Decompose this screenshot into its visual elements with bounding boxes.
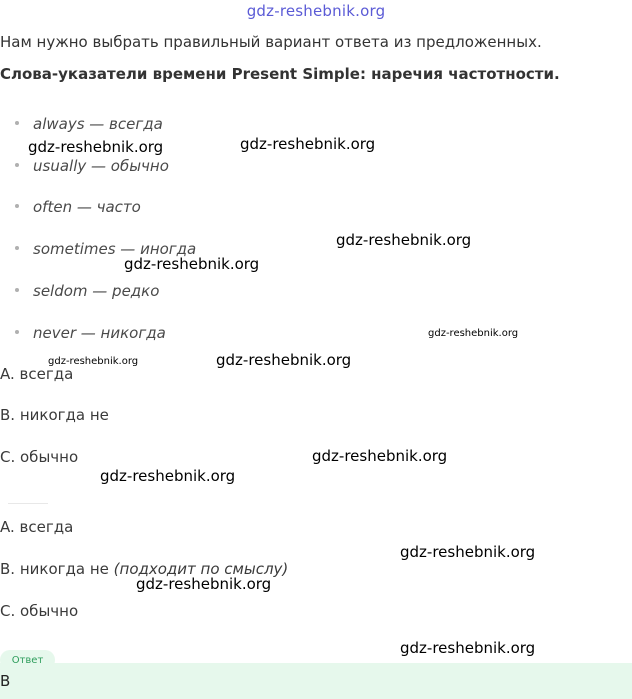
option-a: A. всегда bbox=[0, 365, 74, 383]
bullet-icon bbox=[15, 163, 19, 167]
list-item bbox=[15, 324, 166, 342]
answer-tab[interactable]: Ответ bbox=[0, 650, 55, 670]
intro-text: Нам нужно выбрать правильный вариант ответа из предложенных. bbox=[0, 33, 542, 51]
option-c: C. обычно bbox=[0, 448, 79, 466]
bullet-icon bbox=[15, 204, 19, 208]
watermark: gdz-reshebnik.org bbox=[100, 467, 236, 485]
adverb-text: sometimes — иногда bbox=[33, 240, 197, 258]
watermark: gdz-reshebnik.org bbox=[400, 639, 536, 657]
site-name: gdz-reshebnik.org bbox=[246, 2, 386, 20]
watermark: gdz-reshebnik.org bbox=[400, 543, 536, 561]
bullet-icon bbox=[15, 121, 19, 125]
option-text: C. обычно bbox=[0, 602, 79, 620]
option-c-explained bbox=[0, 602, 78, 620]
watermark: gdz-reshebnik.org bbox=[312, 447, 448, 465]
watermark: gdz-reshebnik.org bbox=[216, 351, 352, 369]
list-item bbox=[15, 115, 163, 133]
option-a-explained bbox=[0, 518, 73, 536]
option-text: B. никогда не bbox=[0, 560, 109, 578]
adverb-text: always — всегда bbox=[33, 115, 163, 133]
list-item bbox=[15, 198, 141, 216]
section-subtitle: Слова-указатели времени Present Simple: наречия частотности. bbox=[0, 65, 560, 83]
adverb-text: never — никогда bbox=[33, 324, 166, 342]
watermark: gdz-reshebnik.org bbox=[28, 138, 164, 156]
bullet-icon bbox=[15, 330, 19, 334]
watermark: gdz-reshebnik.org bbox=[428, 328, 519, 339]
bullet-icon bbox=[15, 288, 19, 292]
watermark: gdz-reshebnik.org bbox=[136, 575, 272, 593]
adverb-text: seldom — редко bbox=[33, 282, 160, 300]
adverb-text: usually — обычно bbox=[33, 157, 169, 175]
adverb-text: often — часто bbox=[33, 198, 141, 216]
answer-panel bbox=[0, 663, 632, 699]
option-b: B. никогда не bbox=[0, 406, 109, 424]
divider bbox=[8, 503, 48, 504]
option-text: A. всегда bbox=[0, 518, 74, 536]
list-item bbox=[15, 282, 159, 300]
answer-value: B bbox=[0, 672, 11, 690]
watermark: gdz-reshebnik.org bbox=[124, 255, 260, 273]
watermark: gdz-reshebnik.org bbox=[240, 135, 376, 153]
bullet-icon bbox=[15, 246, 19, 250]
list-item bbox=[15, 157, 169, 175]
option-note: (подходит по смыслу) bbox=[113, 560, 289, 578]
watermark: gdz-reshebnik.org bbox=[336, 231, 472, 249]
watermark: gdz-reshebnik.org bbox=[48, 356, 139, 367]
